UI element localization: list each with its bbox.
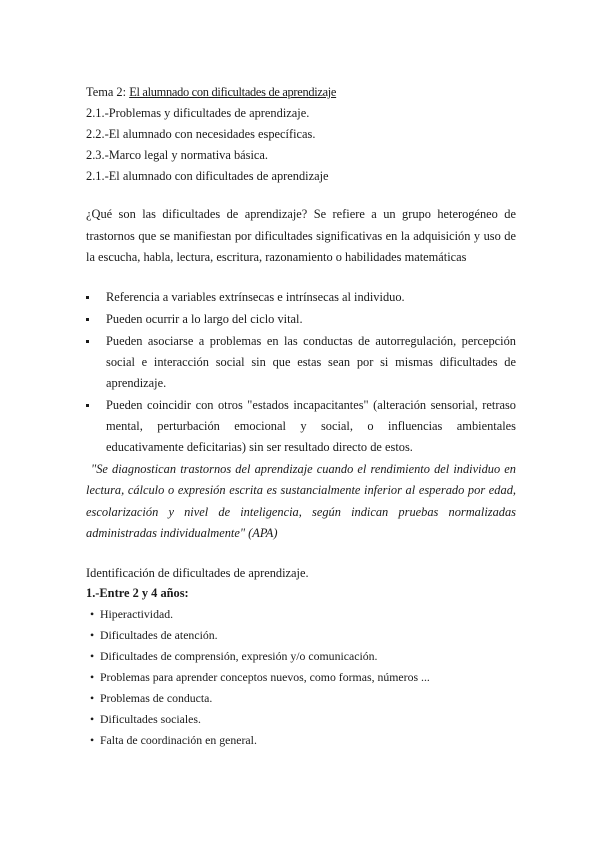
bullet-icon: • (90, 669, 95, 684)
topic-heading (86, 82, 516, 103)
bullet-icon: • (90, 627, 95, 642)
bullet-icon: • (90, 648, 95, 663)
age-subhead: 1.-Entre 2 y 4 años: (86, 585, 189, 600)
list-item: Pueden coincidir con otros "estados incapacitantes" (alteración sensorial, retraso mental, perturbación emocional y social, o influencias ambientales educativamente deficitarias) sin ser resultado directo de estos. (86, 395, 516, 458)
list-item: • Problemas de conducta. (90, 688, 516, 709)
square-bullet-icon (86, 318, 89, 321)
section-title: Identificación de dificultades de aprendizaje. (86, 565, 309, 580)
bullet-icon: • (90, 606, 95, 621)
list-item: Referencia a variables extrínsecas e intrínsecas al individuo. (86, 287, 516, 308)
list-item: Pueden ocurrir a lo largo del ciclo vital. (86, 309, 516, 330)
index-item: 2.1.-Problemas y dificultades de aprendizaje. (86, 106, 310, 120)
topic-title: El alumnado con dificultades de aprendizaje (129, 85, 337, 99)
characteristics-list (86, 287, 516, 458)
apa-quote: "Se diagnostican trastornos del aprendizaje cuando el rendimiento del individuo en lectura, cálculo o expresión escrita es sustancialmente inferior al esperado por edad, escolarización y nivel de inteligencia, según indican pruebas normalizadas administradas individualmente" (APA) (86, 461, 516, 540)
list-item: • Dificultades de comprensión, expresión y/o comunicación. (90, 646, 516, 667)
identification-list (86, 604, 516, 751)
list-item: • Problemas para aprender conceptos nuevos, como formas, números ... (90, 667, 516, 688)
list-item: • Hiperactividad. (90, 604, 516, 625)
square-bullet-icon (86, 340, 89, 343)
list-item: Pueden asociarse a problemas en las conductas de autorregulación, percepción social e interacción social sin que estas sean por si mismas dificultades de aprendizaje. (86, 331, 516, 394)
bullet-icon: • (90, 690, 95, 705)
list-item: • Dificultades de atención. (90, 625, 516, 646)
square-bullet-icon (86, 296, 89, 299)
list-item: • Dificultades sociales. (90, 709, 516, 730)
topic-prefix: Tema 2: (86, 85, 130, 99)
list-item: • Falta de coordinación en general. (90, 730, 516, 751)
index-item: 2.2.-El alumnado con necesidades específicas. (86, 127, 316, 141)
index-item: 2.1.-El alumnado con dificultades de aprendizaje (86, 169, 329, 183)
index-item: 2.3.-Marco legal y normativa básica. (86, 148, 269, 162)
square-bullet-icon (86, 404, 89, 407)
bullet-icon: • (90, 732, 95, 747)
document-page (86, 82, 516, 751)
bullet-icon: • (90, 711, 95, 726)
intro-paragraph: ¿Qué son las dificultades de aprendizaje? Se refiere a un grupo heterogéneo de trastornos que se manifiestan por dificultades significativas en la adquisición y uso de la escucha, habla, lectura, escritura, razonamiento o habilidades matemáticas (86, 207, 516, 264)
